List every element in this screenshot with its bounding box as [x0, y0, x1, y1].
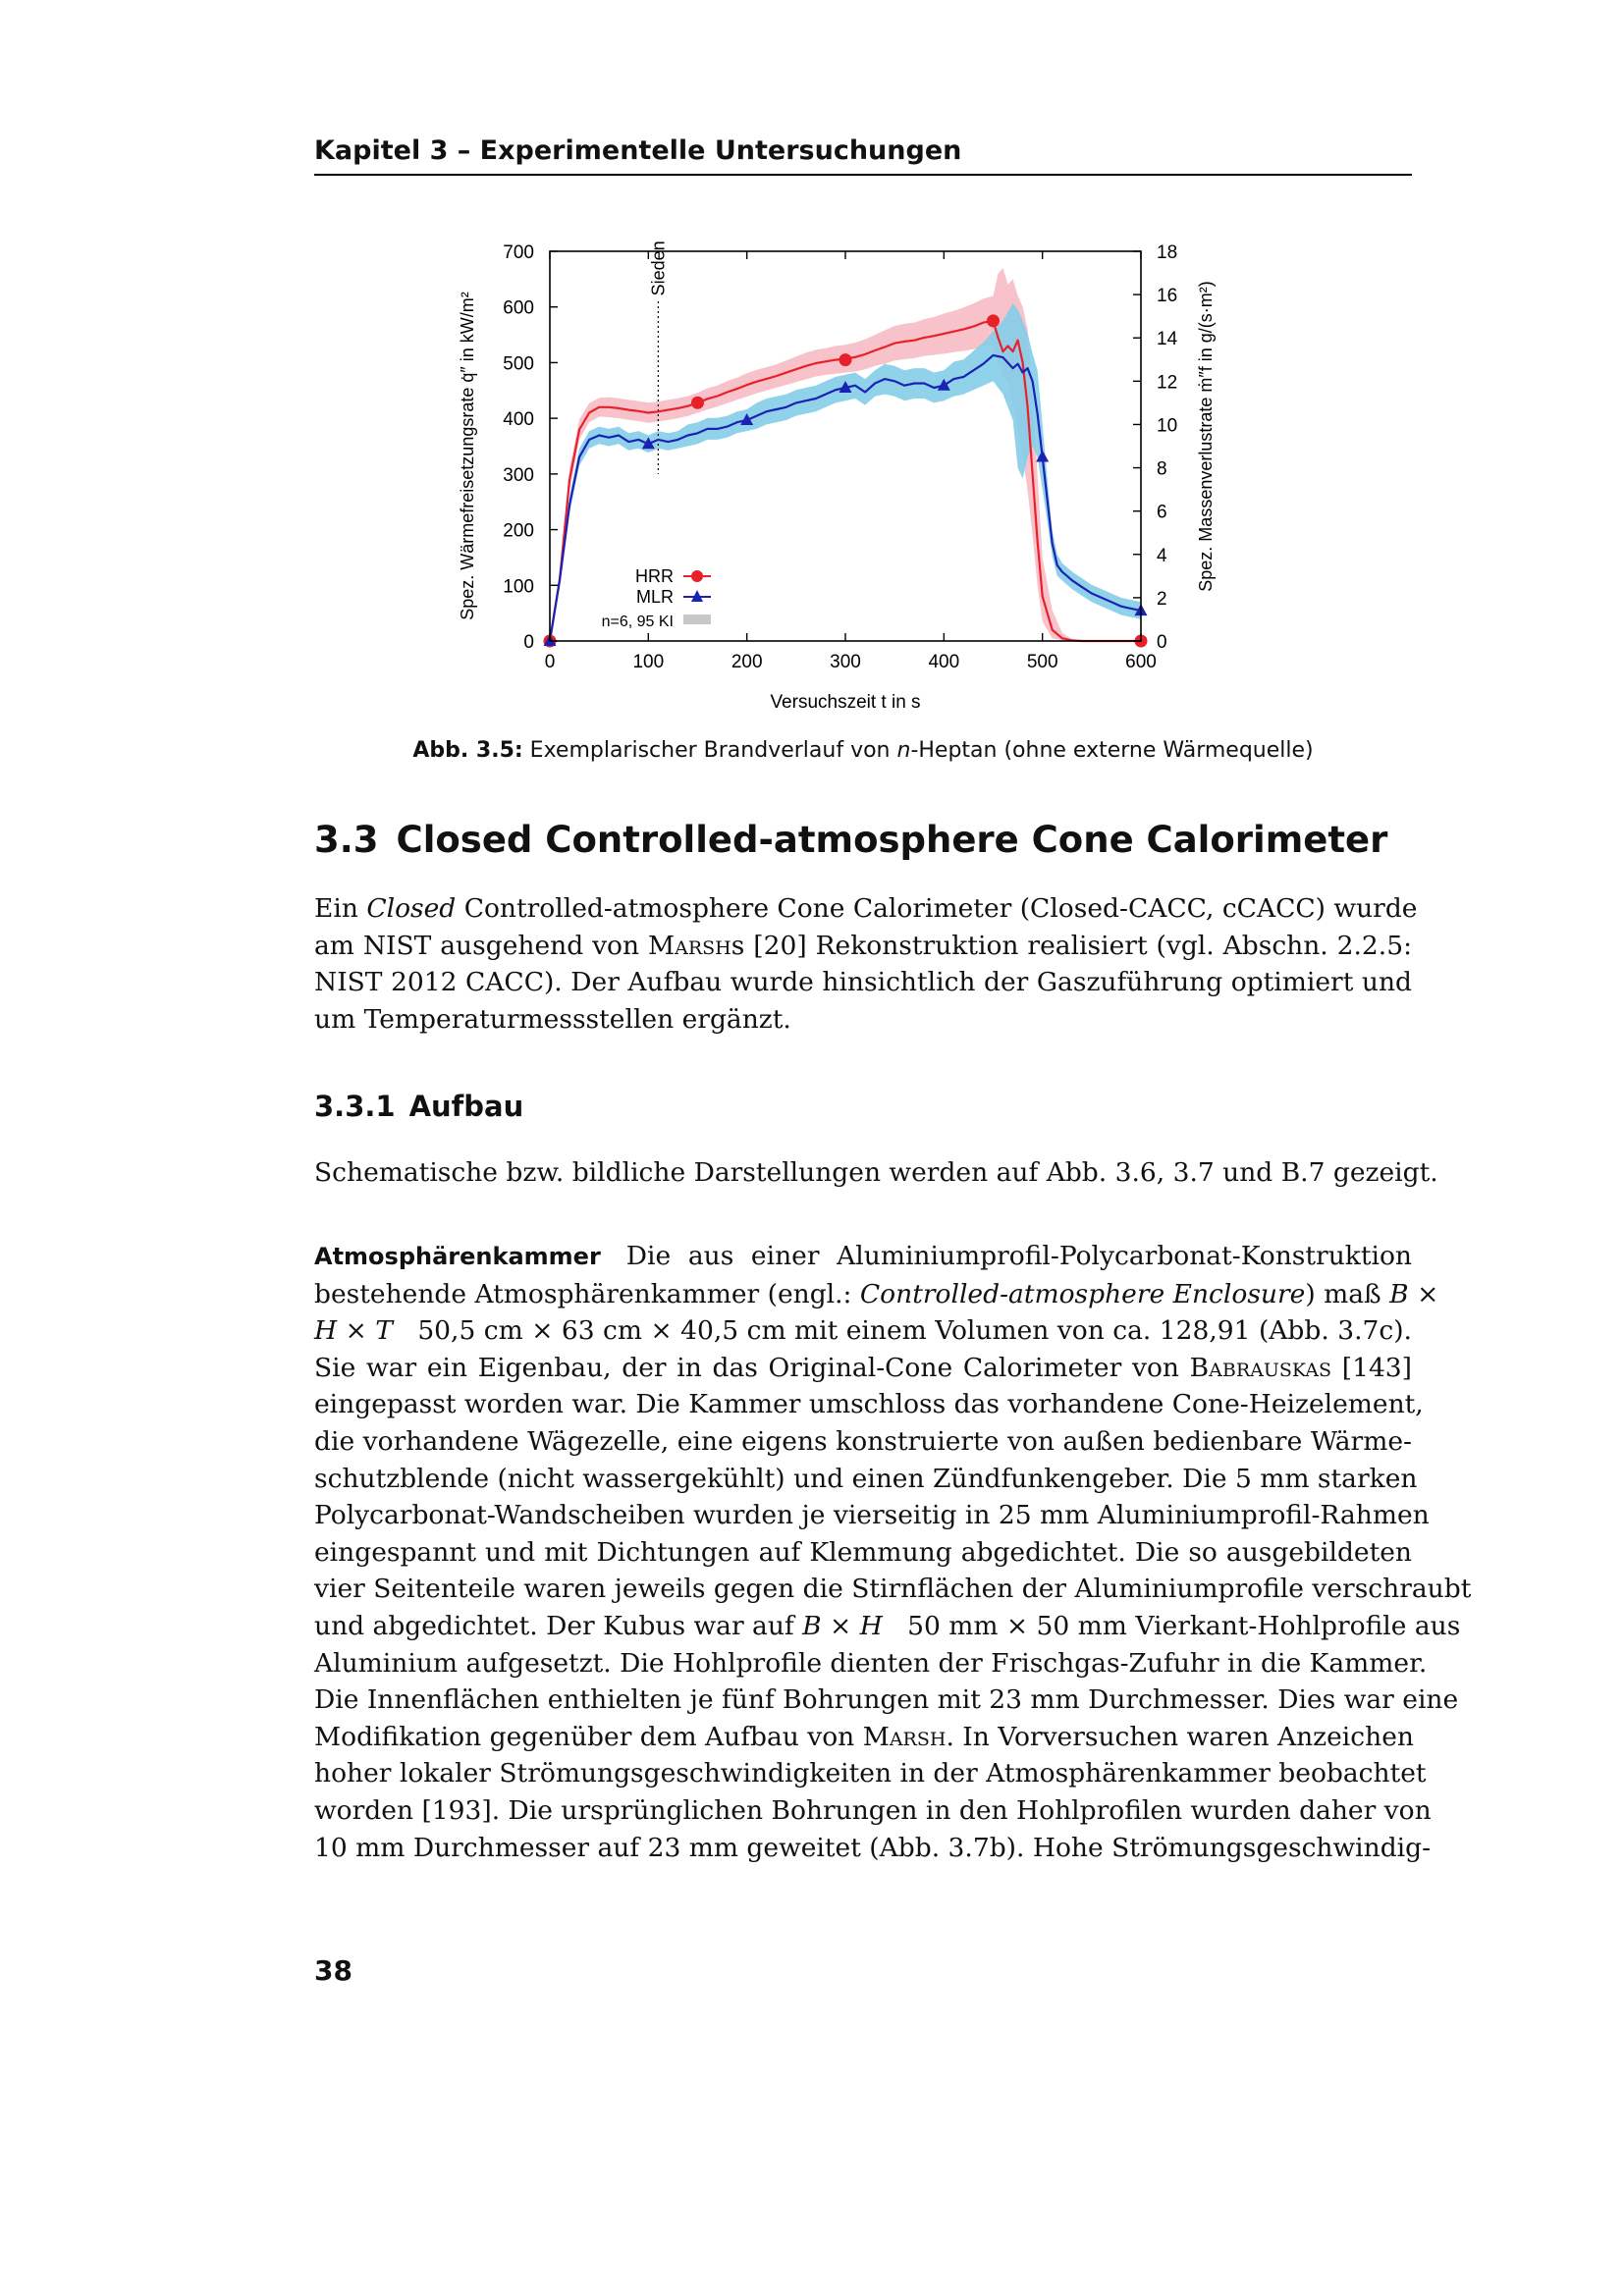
text-line: Atmosphärenkammer Die aus einer Aluminiumprofil-Polycarbonat-Konstruktion — [314, 1241, 1412, 1271]
marker-hrr — [987, 314, 1000, 327]
marker-hrr — [691, 397, 704, 409]
text-line: NIST 2012 CACC). Der Aufbau wurde hinsichtlich der Gaszuführung optimiert und — [314, 967, 1412, 998]
section-title — [314, 819, 1412, 861]
text-line: Aluminium aufgesetzt. Die Hohlprofile dienten der Frischgas-Zufuhr in die Kammer. — [314, 1647, 1428, 1679]
text-line: vier Seitenteile waren jeweils gegen die Stirnflächen der Aluminiumprofile verschraubt — [314, 1574, 1472, 1605]
text-line: H × T 50,5 cm × 63 cm × 40,5 cm mit einem Volumen von ca. 128,91 (Abb. 3.7c). — [314, 1315, 1412, 1347]
header-rule — [314, 174, 1412, 176]
y-right-tick-label: 6 — [1157, 502, 1167, 523]
x-tick-label: 0 — [544, 652, 556, 672]
subsection-title — [314, 1090, 523, 1123]
page-number: 38 — [314, 1954, 352, 1987]
y-left-tick-label: 500 — [503, 353, 534, 375]
x-tick-label: 500 — [1026, 652, 1058, 672]
text-line: 10 mm Durchmesser auf 23 mm geweitet (Abb. 3.7b). Hohe Strömungsgeschwindig- — [314, 1832, 1432, 1863]
legend-hrr: HRR — [635, 566, 674, 586]
caption-text-end: -Heptan (ohne externe Wärmequelle) — [910, 738, 1314, 763]
y-left-tick-label: 0 — [523, 632, 534, 653]
caption-italic: n — [896, 738, 911, 763]
marker-hrr — [839, 353, 852, 366]
paragraph-intro — [314, 890, 1418, 1038]
y-left-tick-label: 600 — [503, 297, 534, 319]
y-left-tick-label: 700 — [503, 242, 534, 263]
y-right-tick-label: 4 — [1157, 545, 1167, 566]
legend-mlr: MLR — [635, 587, 674, 607]
y-right-tick-label: 2 — [1157, 588, 1167, 610]
axis-ticks — [503, 242, 1177, 672]
text-line: eingepasst worden war. Die Kammer umschloss das vorhandene Cone-Heizelement, — [314, 1389, 1424, 1420]
y-right-tick-label: 0 — [1157, 632, 1167, 653]
chart — [452, 228, 1227, 719]
y-right-tick-label: 14 — [1157, 329, 1178, 350]
legend-ci: n=6, 95 KI — [601, 614, 674, 630]
caption-text: Exemplarischer Brandverlauf von — [522, 738, 897, 763]
subsection-title-text: Aufbau — [408, 1090, 524, 1123]
section-number: 3.3 — [314, 819, 379, 861]
legend — [602, 566, 711, 630]
x-tick-label: 400 — [928, 652, 960, 672]
text-line: Schematische bzw. bildliche Darstellungen werden auf Abb. 3.6, 3.7 und B.7 gezeigt. — [314, 1157, 1438, 1188]
y-axis-label-left: Spez. Wärmefreisetzungsrate q̇″ in kW/m² — [458, 292, 477, 620]
y-right-tick-label: 10 — [1157, 415, 1178, 437]
y-right-tick-label: 12 — [1157, 372, 1178, 394]
section-title-text: Closed Controlled-atmosphere Cone Calorimeter — [396, 819, 1388, 861]
x-axis-label: Versuchszeit t in s — [770, 692, 921, 713]
paragraph-aufbau — [314, 1154, 1438, 1192]
text-line: Modifikation gegenüber dem Aufbau von Marsh. In Vorversuchen waren Anzeichen — [314, 1721, 1414, 1752]
sieden-label: Sieden — [648, 240, 669, 296]
y-left-tick-label: 400 — [503, 409, 534, 431]
paragraph-atmosphaerenkammer — [314, 1238, 1472, 1866]
text-line: am NIST ausgehend von Marshs [20] Rekonstruktion realisiert (vgl. Abschn. 2.2.5: — [314, 930, 1412, 961]
text-line: Sie war ein Eigenbau, der in das Original-Cone Calorimeter von Babrauskas [143] — [314, 1352, 1412, 1383]
x-tick-label: 100 — [632, 652, 665, 672]
text-line: hoher lokaler Strömungsgeschwindigkeiten in der Atmosphärenkammer beobachtet — [314, 1758, 1427, 1789]
text-line: Ein Closed Controlled-atmosphere Cone Calorimeter (Closed-CACC, cCACC) wurde — [314, 893, 1418, 924]
figure-3-5 — [452, 228, 1227, 719]
y-right-tick-label: 18 — [1157, 242, 1178, 263]
y-axis-label-right: Spez. Massenverlustrate ṁ″f in g/(s·m²) — [1196, 281, 1216, 592]
caption-label: Abb. 3.5: — [412, 738, 523, 763]
text-line: und abgedichtet. Der Kubus war auf B × H 50 mm × 50 mm Vierkant-Hohlprofile aus — [314, 1610, 1461, 1641]
y-left-tick-label: 200 — [503, 520, 534, 542]
y-right-tick-label: 16 — [1157, 286, 1178, 307]
series-markers — [544, 314, 1148, 647]
text-line: bestehende Atmosphärenkammer (engl.: Controlled-atmosphere Enclosure) maß B × — [314, 1278, 1439, 1309]
running-head: Kapitel 3 – Experimentelle Untersuchungen — [314, 135, 962, 166]
text-line: eingespannt und mit Dichtungen auf Klemmung abgedichtet. Die so ausgebildeten — [314, 1536, 1412, 1568]
x-tick-label: 300 — [830, 652, 861, 672]
subsection-number: 3.3.1 — [314, 1090, 396, 1123]
text-line: die vorhandene Wägezelle, eine eigens konstruierte von außen bedienbare Wärme- — [314, 1425, 1412, 1457]
x-tick-label: 200 — [731, 652, 763, 672]
text-line: worden [193]. Die ursprünglichen Bohrungen in den Hohlprofilen wurden daher von — [314, 1794, 1432, 1826]
text-line: Polycarbonat-Wandscheiben wurden je vierseitig in 25 mm Aluminiumprofil-Rahmen — [314, 1500, 1430, 1531]
y-right-tick-label: 8 — [1157, 458, 1167, 480]
y-left-tick-label: 100 — [503, 576, 534, 598]
legend-hrr-marker — [691, 570, 703, 582]
figure-caption — [314, 738, 1412, 763]
legend-glyphs — [683, 570, 711, 624]
legend-ci-swatch — [683, 614, 711, 624]
x-tick-label: 600 — [1125, 652, 1157, 672]
run-in-heading: Atmosphärenkammer — [314, 1243, 601, 1270]
text-line: schutzblende (nicht wassergekühlt) und einen Zündfunkengeber. Die 5 mm starken — [314, 1463, 1418, 1494]
y-left-tick-label: 300 — [503, 464, 534, 486]
text-line: um Temperaturmessstellen ergänzt. — [314, 1003, 791, 1035]
text-line: Die Innenflächen enthielten je fünf Bohrungen mit 23 mm Durchmesser. Dies war eine — [314, 1684, 1459, 1716]
